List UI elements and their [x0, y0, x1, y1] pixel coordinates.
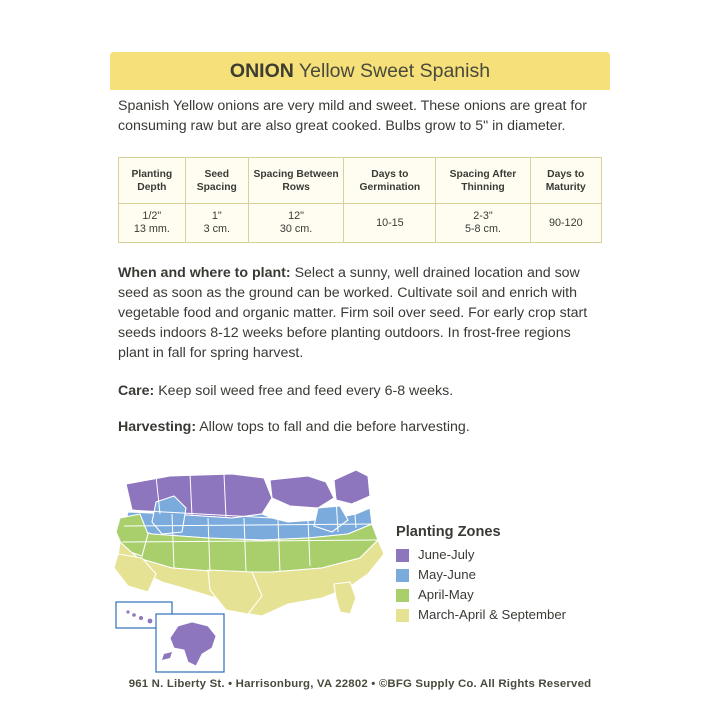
- cell-planting-depth: [119, 204, 186, 243]
- cell-days-to-germination-line1: 10-15: [376, 216, 404, 229]
- col-header-seed-spacing: Seed Spacing: [185, 158, 248, 204]
- cell-seed-spacing-line2: 3 cm.: [203, 223, 230, 235]
- variety-name: Yellow Sweet Spanish: [298, 59, 491, 82]
- cell-seed-spacing: [185, 204, 248, 243]
- cell-planting-depth-line1: 1/2": [142, 210, 162, 222]
- cell-spacing-after-thinning-line2: 5-8 cm.: [464, 223, 501, 235]
- section-when-body: Select a sunny, well drained location and sow seed as soon as the ground can be worked. Cultivate soil and enrich with vegetable food and organic matter. Firm soil over seed. For early crop start seeds indoors 8-12 weeks before planting outdoors. In frost-free regions plant in fall for spring harvest.: [118, 265, 588, 361]
- map-legend: [396, 524, 596, 627]
- cell-spacing-after-thinning: [436, 204, 530, 243]
- intro-paragraph: Spanish Yellow onions are very mild and sweet. These onions are great for consuming raw but are also great cooked. Bulbs grow to 5" in diameter.: [118, 98, 587, 134]
- cell-days-to-maturity-line1: 90-120: [548, 216, 583, 229]
- cell-spacing-between-rows: [248, 204, 344, 243]
- section-when-and-where-to-plant: [118, 263, 594, 363]
- legend-item-march-april-september: [396, 607, 596, 623]
- col-header-days-to-maturity: Days to Maturity: [530, 158, 601, 204]
- legend-item-june-july: [396, 547, 596, 563]
- cell-spacing-after-thinning-line1: 2-3": [473, 210, 493, 222]
- section-care: [118, 381, 594, 401]
- legend-label-march-april-september: March-April & September: [418, 607, 567, 622]
- table-header-row: [119, 158, 602, 204]
- legend-swatch-april-may: [396, 589, 409, 602]
- legend-item-may-june: [396, 567, 596, 583]
- zone-region-great-lakes-purple: [270, 476, 334, 508]
- zone-region-northeast-purple: [334, 470, 370, 504]
- planting-spec-table: [118, 157, 602, 243]
- col-header-days-to-germination: Days to Germination: [344, 158, 436, 204]
- cell-days-to-maturity: [530, 204, 601, 243]
- alaska-inset: [156, 614, 224, 672]
- header-banner: [110, 52, 610, 90]
- legend-item-april-may: [396, 587, 596, 603]
- legend-label-june-july: June-July: [418, 547, 475, 562]
- cell-spacing-between-rows-line2: 30 cm.: [279, 223, 313, 235]
- section-harvesting: [118, 417, 594, 437]
- legend-swatch-june-july: [396, 549, 409, 562]
- map-zone-shapes: [114, 470, 384, 616]
- section-harvesting-lead: Harvesting:: [118, 419, 197, 435]
- legend-label-april-may: April-May: [418, 587, 474, 602]
- footer-address: 961 N. Liberty St. • Harrisonburg, VA 22802 • ©BFG Supply Co. All Rights Reserved: [128, 678, 592, 690]
- zone-region-florida-yellow: [334, 582, 356, 614]
- section-when-lead: When and where to plant:: [118, 265, 291, 281]
- legend-title: Planting Zones: [396, 524, 501, 540]
- legend-swatch-march-april-september: [396, 609, 409, 622]
- legend-swatch-may-june: [396, 569, 409, 582]
- crop-name: ONION: [229, 59, 294, 82]
- section-care-lead: Care:: [118, 383, 155, 399]
- section-harvesting-body: Allow tops to fall and die before harvesting.: [196, 419, 470, 435]
- cell-seed-spacing-line1: 1": [211, 210, 222, 222]
- legend-label-may-june: May-June: [418, 567, 476, 582]
- cell-days-to-germination: [344, 204, 436, 243]
- page-title: [230, 60, 490, 83]
- section-care-body: Keep soil weed free and feed every 6-8 weeks.: [154, 383, 454, 399]
- col-header-planting-depth: Planting Depth: [119, 158, 186, 204]
- col-header-spacing-after-thinning: Spacing After Thinning: [436, 158, 530, 204]
- cell-spacing-between-rows-line1: 12": [288, 210, 305, 222]
- col-header-spacing-between-rows: Spacing Between Rows: [248, 158, 344, 204]
- cell-planting-depth-line2: 13 mm.: [133, 223, 170, 235]
- table-row: [119, 204, 602, 243]
- planting-zone-map: [112, 462, 392, 677]
